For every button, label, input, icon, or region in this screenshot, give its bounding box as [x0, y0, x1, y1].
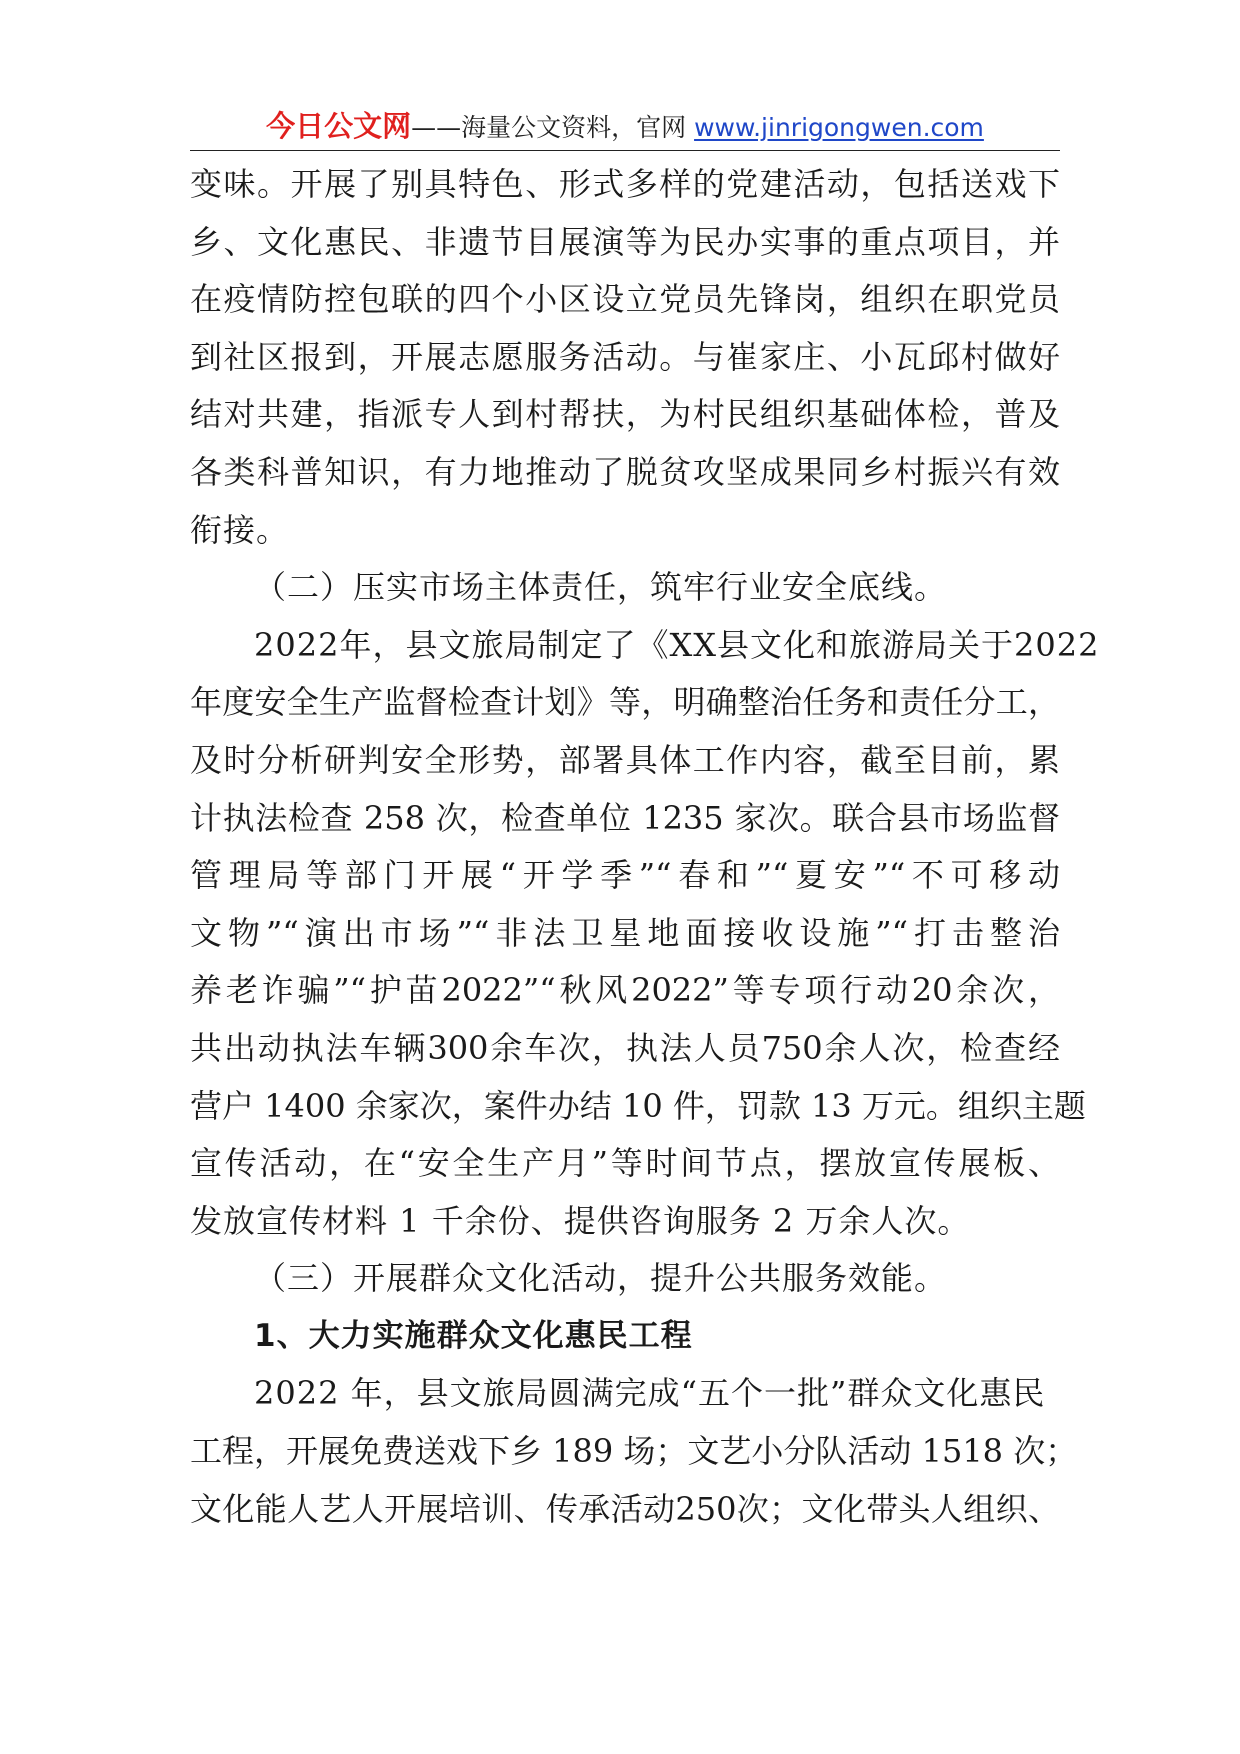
body-line: 各类科普知识，有力地推动了脱贫攻坚成果同乡村振兴有效 — [190, 452, 1060, 491]
body-line: 结对共建，指派专人到村帮扶，为村民组织基础体检，普及 — [190, 395, 1060, 434]
body-line: 年度安全生产监督检查计划》等，明确整治任务和责任分工， — [190, 683, 1060, 722]
body-line: 管理局等部门开展“开学季”“春和”“夏安”“不可移动 — [190, 856, 1060, 895]
header-divider — [190, 150, 1060, 151]
body-line: 变味。开展了别具特色、形式多样的党建活动，包括送戏下 — [190, 165, 1060, 203]
body-line: 营户 1400 余家次，案件办结 10 件，罚款 13 万元。组织主题 — [190, 1086, 1086, 1125]
body-line: 文化能人艺人开展培训、传承活动250次；文化带头人组织、 — [190, 1489, 1060, 1528]
body-line: 共出动执法车辆300余车次，执法人员750余人次，检查经 — [190, 1028, 1060, 1067]
body-line: 养老诈骗”“护苗2022”“秋风2022”等专项行动20余次， — [190, 971, 1060, 1010]
body-line: 在疫情防控包联的四个小区设立党员先锋岗，组织在职党员 — [190, 280, 1060, 319]
body-line: 到社区报到，开展志愿服务活动。与崔家庄、小瓦邱村做好 — [190, 337, 1060, 376]
document-body — [190, 156, 1100, 1538]
body-line: 计执法检查 258 次，检查单位 1235 家次。联合县市场监督 — [190, 798, 1060, 837]
body-line: 发放宣传材料 1 千余份、提供咨询服务 2 万余人次。 — [190, 1201, 971, 1240]
body-line: 宣传活动，在“安全生产月”等时间节点，摆放宣传展板、 — [190, 1144, 1060, 1183]
body-line: 2022年，县文旅局制定了《XX县文化和旅游局关于2022 — [254, 625, 1100, 664]
website-link[interactable]: www.jinrigongwen.com — [694, 113, 984, 142]
body-line: 文物”“演出市场”“非法卫星地面接收设施”“打击整治 — [190, 913, 1060, 952]
body-line: 乡、文化惠民、非遗节目展演等为民办实事的重点项目，并 — [190, 222, 1060, 261]
header-tagline: ——海量公文资料，官网 — [411, 113, 695, 142]
body-line: 衔接。 — [190, 510, 290, 549]
brand-name: 今日公文网 — [266, 109, 412, 143]
item-heading-1: 1、大力实施群众文化惠民工程 — [254, 1317, 693, 1354]
body-line: 工程，开展免费送戏下乡 189 场；文艺小分队活动 1518 次； — [190, 1432, 1078, 1471]
body-line: 及时分析研判安全形势，部署具体工作内容，截至目前，累 — [190, 740, 1060, 779]
section-heading-3: （三）开展群众文化活动，提升公共服务效能。 — [254, 1259, 948, 1298]
body-line: 2022 年，县文旅局圆满完成“五个一批”群众文化惠民 — [254, 1374, 1046, 1413]
section-heading-2: （二）压实市场主体责任，筑牢行业安全底线。 — [254, 568, 948, 607]
document-header — [190, 104, 1060, 148]
